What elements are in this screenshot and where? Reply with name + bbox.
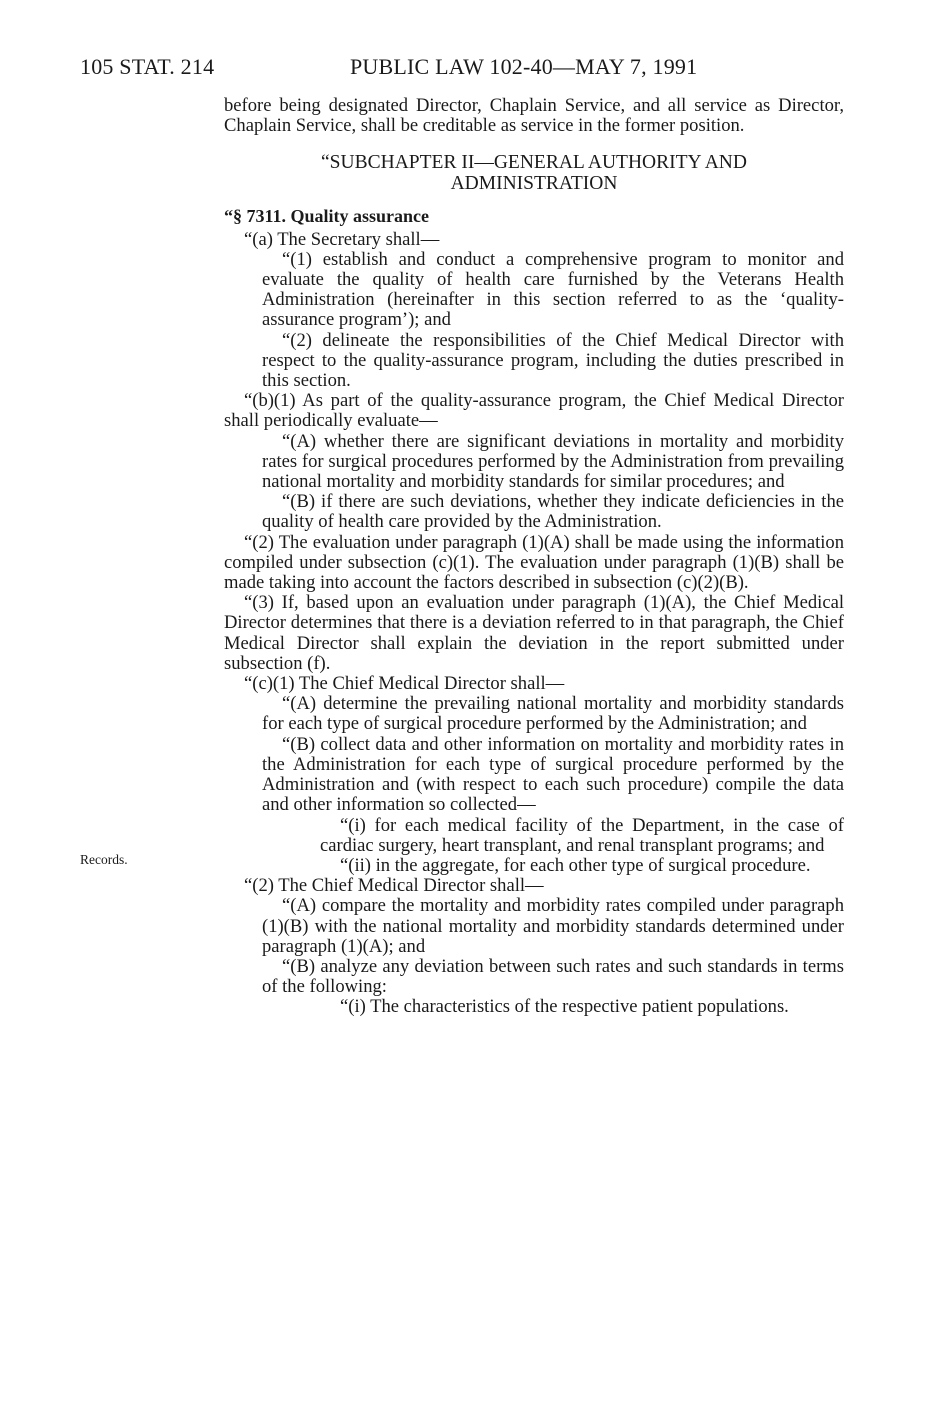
statute-body [224,96,844,1018]
paragraph-c2: “(2) The Chief Medical Director shall— [244,875,544,897]
paragraph-a1: “(1) establish and conduct a comprehensive program to monitor and evaluate the quality of health care furnished by the Veterans Health Administration (hereinafter in this section referred to as the ‘quality-assurance program’); and [262,248,844,331]
running-title: PUBLIC LAW 102-40—MAY 7, 1991 [350,54,698,79]
clause-c1A: “(A) determine the prevailing national mortality and morbidity standards for each type of surgical procedure performed by the Administration; and [262,693,844,735]
clause-c2B: “(B) analyze any deviation between such rates and such standards in terms of the following: [262,955,844,998]
subsection-c1: “(c)(1) The Chief Medical Director shall— [244,673,565,695]
stat-page-number: 105 STAT. 214 [80,54,215,79]
subclause-c2Bi: “(i) The characteristics of the respective patient populations. [340,996,789,1018]
subchapter-heading: “SUBCHAPTER II—GENERAL AUTHORITY AND ADMINISTRATION [321,152,747,195]
paragraph-a2: “(2) delineate the responsibilities of the Chief Medical Director with respect to the quality-assurance program, including the duties prescribed in this section. [262,329,844,392]
paragraph-b3: “(3) If, based upon an evaluation under paragraph (1)(A), the Chief Medical Director determines that there is a deviation referred to in that paragraph, the Chief Medical Director shall explain the deviation in the report submitted under subsection (f). [224,592,844,674]
section-heading: “§ 7311. Quality assurance [224,206,430,227]
subclause-c1Bi: “(i) for each medical facility of the Department, in the case of cardiac surgery, heart transplant, and renal transplant programs; and [320,814,844,856]
margin-note: Records. [80,852,128,867]
subsection-b1: “(b)(1) As part of the quality-assurance program, the Chief Medical Director shall periodically evaluate— [224,390,844,432]
continued-paragraph: before being designated Director, Chaplain Service, and all service as Director, Chaplain Service, shall be creditable as service in the former position. [224,95,844,137]
subclause-c1Bii: “(ii) in the aggregate, for each other type of surgical procedure. [340,854,811,876]
paragraph-b2: “(2) The evaluation under paragraph (1)(A) shall be made using the information compiled under subsection (c)(1). The evaluation under paragraph (1)(B) shall be made taking into account the factors described in subsection (c)(2)(B). [224,531,844,594]
clause-c2A: “(A) compare the mortality and morbidity rates compiled under paragraph (1)(B) with the national mortality and morbidity standards determined under paragraph (1)(A); and [262,895,844,957]
page-header [80,52,860,82]
clause-c1B: “(B) collect data and other information on mortality and morbidity rates in the Administration for each type of surgical procedure performed by the Administration and (with respect to each such procedure) compile the data and other information so collected— [262,733,844,816]
clause-b1B: “(B) if there are such deviations, whether they indicate deficiencies in the quality of health care provided by the Administration. [262,491,844,533]
clause-b1A: “(A) whether there are significant deviations in mortality and morbidity rates for surgical procedures performed by the Administration from prevailing national mortality and morbidity standards for similar procedures; and [262,430,844,493]
subsection-a: “(a) The Secretary shall— [244,228,440,250]
